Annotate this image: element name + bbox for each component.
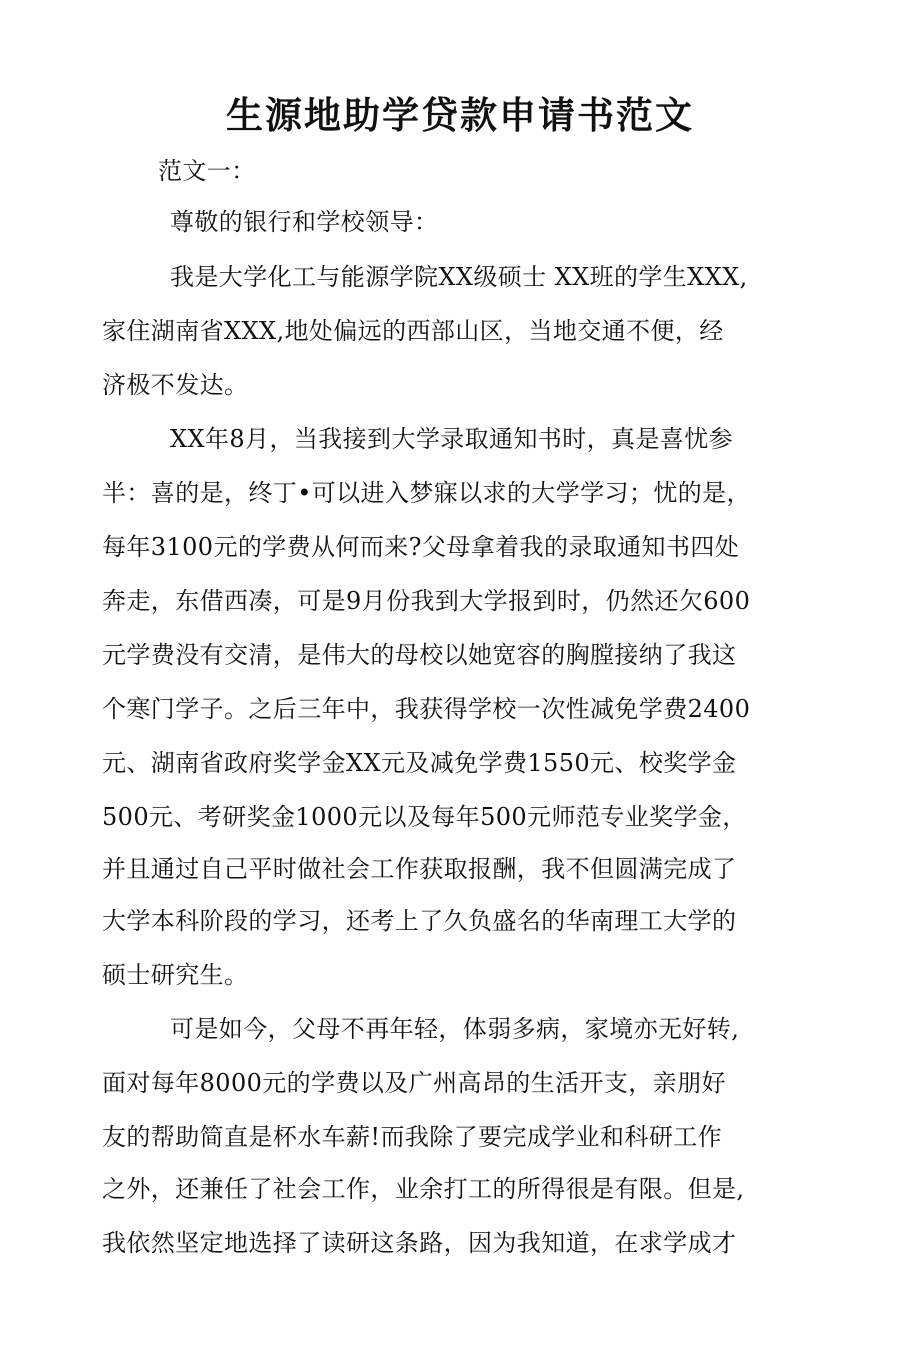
document-title: 生源地助学贷款申请书范文 <box>226 94 694 137</box>
paragraph-line: 元学费没有交清，是伟大的母校以她宽容的胸膛接纳了我这 <box>102 641 737 669</box>
salutation: 尊敬的银行和学校领导： <box>170 208 439 236</box>
paragraph-line: 可是如今，父母不再年轻，体弱多病，家境亦无好转, <box>170 1015 740 1043</box>
paragraph-line: 我是大学化工与能源学院XX级硕士 XX班的学生XXX, <box>170 263 748 291</box>
paragraph-line: 个寒门学子。之后三年中，我获得学校一次性减免学费2400 <box>102 695 751 723</box>
paragraph-line: 友的帮助简直是杯水车薪!而我除了要完成学业和科研工作 <box>102 1123 723 1151</box>
paragraph-line: 家住湖南省XXX,地处偏远的西部山区，当地交通不便，经 <box>102 317 724 345</box>
paragraph-line: 大学本科阶段的学习，还考上了久负盛名的华南理工大学的 <box>102 907 737 935</box>
paragraph-line: 我依然坚定地选择了读研这条路，因为我知道，在求学成才 <box>102 1229 737 1257</box>
paragraph-line: 半：喜的是，终丁•可以进入梦寐以求的大学学习；忧的是， <box>102 479 751 507</box>
paragraph-line: 济极不发达。 <box>102 371 249 399</box>
paragraph-line: 并且通过自己平时做社会工作获取报酬，我不但圆满完成了 <box>102 855 737 883</box>
paragraph-line: 奔走，东借西凑，可是9月份我到大学报到时，仍然还欠600 <box>102 587 751 615</box>
paragraph-line: 元、湖南省政府奖学金XX元及减免学费1550元、校奖学金 <box>102 749 737 777</box>
paragraph-line: 面对每年8000元的学费以及广州高昂的生活开支，亲朋好 <box>102 1069 726 1097</box>
paragraph-line: 每年3100元的学费从何而来?父母拿着我的录取通知书四处 <box>102 533 740 561</box>
paragraph-line: 之外，还兼任了社会工作，业余打工的所得很是有限。但是, <box>102 1175 745 1203</box>
paragraph-line: XX年8月，当我接到大学录取通知书时，真是喜忧参 <box>170 425 734 453</box>
paragraph-line: 500元、考研奖金1000元以及每年500元师范专业奖学金， <box>102 803 747 831</box>
paragraph-line: 硕士研究生。 <box>102 961 249 989</box>
section-label: 范文一： <box>158 157 256 185</box>
